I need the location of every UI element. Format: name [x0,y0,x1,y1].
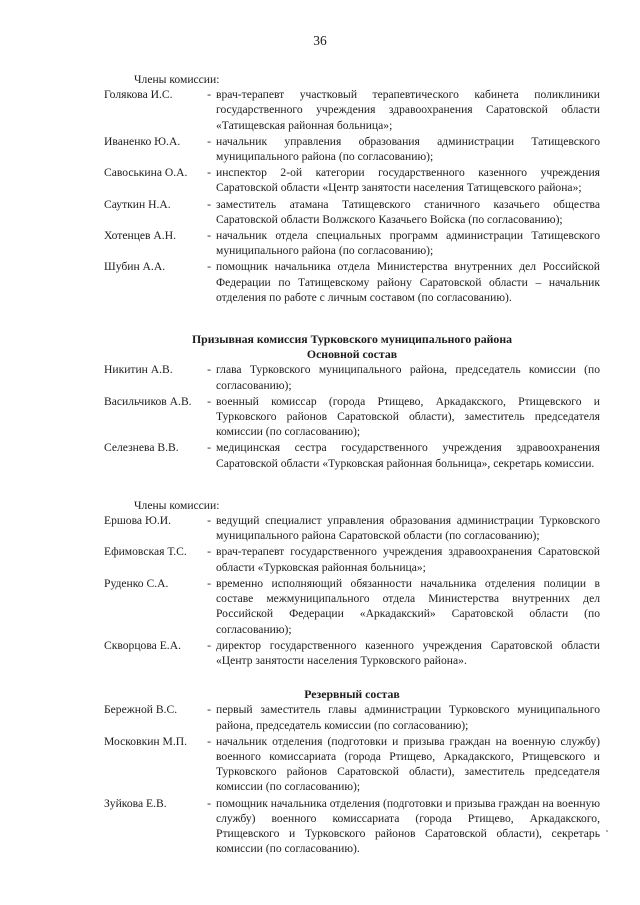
dash-separator: - [207,88,211,102]
member-description: помощник начальника отделения (подготовки и призыва граждан на военную службу) военного комиссариата (города Ртищево, Аркадакского, Ртищевского и Турковского районов Саратовской области), секретарь комиссии (по согласованию). [216,796,600,856]
member-entry [104,134,600,164]
dash-separator: - [207,394,211,408]
member-entry [104,259,600,305]
dash-separator: - [207,576,211,590]
dash-separator: - [207,796,211,810]
member-description: помощник начальника отдела Министерства внутренних дел Российской Федерации по Татищевскому району Саратовской области – начальник отделения по работе с личным составом (по согласованию). [216,260,600,304]
member-name: Ершова Ю.И. [104,514,172,528]
dash-separator: - [207,734,211,748]
member-entry [104,197,600,227]
member-name: Иваненко Ю.А. [104,134,181,148]
reserve-composition-title: Резервный состав [304,687,400,702]
dash-separator: - [207,134,211,148]
member-name: Зуйкова Е.В. [104,796,167,810]
member-name: Хотенцев А.Н. [104,229,176,243]
dash-separator: - [207,441,211,455]
member-description: инспектор 2-ой категории государственного казенного учреждения Саратовской области «Центр занятости населения Татищевского района»; [216,166,600,195]
member-description: начальник управления образования администрации Татищевского муниципального района (по согласованию); [216,134,600,164]
member-description: ведущий специалист управления образования администрации Турковского муниципального района Саратовской области (по согласованию); [216,514,600,543]
dash-separator: - [207,363,211,377]
member-entry [104,576,600,637]
dash-separator: - [207,514,211,528]
member-description: начальник отделения (подготовки и призыва граждан на военную службу) военного комиссариата (города Ртищево, Аркадакского, Ртищевского и Турковского районов Саратовской области), заместитель председателя комиссии (по согласованию); [216,734,600,794]
member-entry [104,394,600,440]
member-name: Сауткин Н.А. [104,197,171,211]
dash-separator: - [207,545,211,559]
members-subheading: Члены комиссии: [134,73,220,86]
main-composition-list [104,362,600,470]
members-subheading-2: Члены комиссии: [134,498,220,512]
dash-separator: - [207,260,211,274]
member-description: медицинская сестра государственного учреждения здравоохранения Саратовской области «Турковская районная больница», секретарь комиссии. [216,441,600,470]
dash-separator: - [207,229,211,243]
member-entry [104,440,600,470]
member-name: Московкин М.П. [104,734,187,748]
first-members-list [104,87,600,305]
member-description: директор государственного казенного учреждения Саратовской области «Центр занятости населения Турковского района». [216,638,600,667]
member-name: Никитин А.В. [104,363,173,377]
dash-separator: - [207,638,211,652]
member-description: глава Турковского муниципального района, председатель комиссии (по согласованию); [216,363,600,392]
member-name: Шубин А.А. [104,260,166,274]
member-entry [104,228,600,258]
member-name: Бережной В.С. [104,703,178,717]
member-entry [104,87,600,133]
member-description: военный комиссар (города Ртищево, Аркадакского, Ртищевского и Турковского районов Саратовской области), заместитель председателя комиссии (по согласованию); [216,394,600,439]
member-description: врач-терапевт государственного учреждения здравоохранения Саратовской области «Турковская районная больница»; [216,545,600,574]
member-name: Руденко С.А. [104,576,169,590]
dash-separator: - [207,166,211,180]
member-entry [104,544,600,574]
member-entry [104,702,600,732]
member-description: врач-терапевт участковый терапевтического кабинета поликлиники государственного учреждения здравоохранения Саратовской области «Татищевская районная больница»; [216,88,600,132]
member-description: начальник отдела специальных программ администрации Татищевского муниципального района (по согласованию); [216,229,600,258]
member-entry [104,734,600,795]
member-entry [104,796,600,857]
member-name: Селезнева В.В. [104,441,179,455]
member-entry [104,165,600,195]
main-composition-title: Основной состав [306,347,398,362]
reserve-composition-list [104,702,600,856]
dash-separator: - [207,197,211,211]
member-description: заместитель атамана Татищевского станичного казачьего общества Саратовской области Волжского Казачьего Войска (по согласованию); [216,197,600,226]
members-list [104,513,600,668]
member-entry [104,638,600,668]
member-entry [104,513,600,543]
page-number: 36 [313,33,327,48]
member-name: Савоськина О.А. [104,166,188,180]
dash-separator: - [207,703,211,717]
member-name: Васильчиков А.В. [104,394,192,408]
commission-title: Призывная комиссия Турковского муниципального района [191,332,513,347]
member-name: Скворцова Е.А. [104,638,181,652]
document-body [104,72,600,857]
member-name: Голякова И.С. [104,88,173,102]
member-description: временно исполняющий обязанности начальника отделения полиции в составе межмуниципального отдела Министерства внутренних дел Российской Федерации «Аркадакский» Саратовской области (по согласованию); [216,576,600,636]
member-name: Ефимовская Т.С. [104,545,187,559]
member-entry [104,362,600,392]
member-description: первый заместитель главы администрации Турковского муниципального района, председатель комиссии (по согласованию); [216,703,600,732]
scan-speck [606,830,608,832]
